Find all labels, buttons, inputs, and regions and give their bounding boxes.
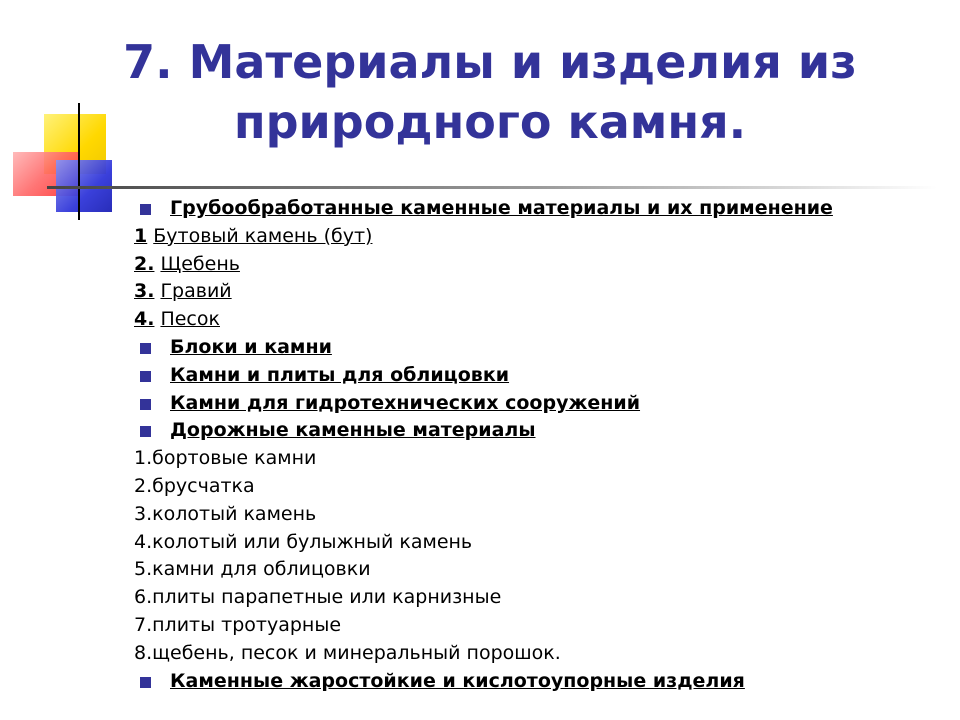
square-bullet-icon — [140, 343, 151, 354]
list-item-text: Песок — [160, 308, 220, 331]
list-item-number: 3. — [134, 280, 155, 303]
section-heading — [134, 334, 934, 362]
slide-title — [60, 32, 920, 152]
list-item: 7.плиты тротуарные — [134, 613, 342, 636]
section-heading-text: Каменные жаростойкие и кислотоупорные изделия — [170, 669, 745, 692]
section-heading — [134, 390, 934, 418]
list-item — [134, 278, 934, 306]
section-heading-text: Блоки и камни — [170, 335, 332, 358]
section-heading-text: Дорожные каменные материалы — [170, 419, 536, 442]
square-bullet-icon — [140, 426, 151, 437]
list-item: 2.брусчатка — [134, 474, 255, 497]
list-item: 3.колотый камень — [134, 502, 317, 525]
content-list — [134, 195, 934, 695]
square-bullet-icon — [140, 399, 151, 410]
list-item-text: Бутовый камень (бут) — [153, 224, 373, 247]
list-item: 6.плиты парапетные или карнизные — [134, 586, 502, 609]
section-heading — [134, 195, 934, 223]
section-heading-text: Грубообработанные каменные материалы и их применение — [170, 197, 833, 219]
section-heading — [134, 668, 934, 696]
section-heading-text: Камни для гидротехнических сооружений — [170, 391, 641, 414]
list-item-text: Щебень — [160, 252, 240, 275]
list-item-number: 1 — [134, 224, 148, 247]
list-item: 5.камни для облицовки — [134, 558, 371, 581]
slide-title-line1: 7. Материалы и изделия из — [123, 35, 857, 89]
section-heading-text: Камни и плиты для облицовки — [170, 363, 510, 386]
decor-horizontal-rule — [47, 186, 937, 189]
list-item: 4.колотый или булыжный камень — [134, 530, 473, 553]
square-bullet-icon — [140, 371, 151, 382]
list-item: 8.щебень, песок и минеральный порошок. — [134, 641, 561, 664]
slide-title-line2: природного камня. — [233, 95, 747, 149]
square-bullet-icon — [140, 204, 151, 215]
list-item-number: 4. — [134, 308, 155, 331]
list-item: 1.бортовые камни — [134, 447, 317, 470]
section-heading — [134, 362, 934, 390]
list-item — [134, 306, 934, 334]
list-item — [134, 251, 934, 279]
list-item-text: Гравий — [160, 280, 232, 303]
section-heading — [134, 417, 934, 445]
square-bullet-icon — [140, 677, 151, 688]
list-item — [134, 223, 934, 251]
list-item-number: 2. — [134, 252, 155, 275]
